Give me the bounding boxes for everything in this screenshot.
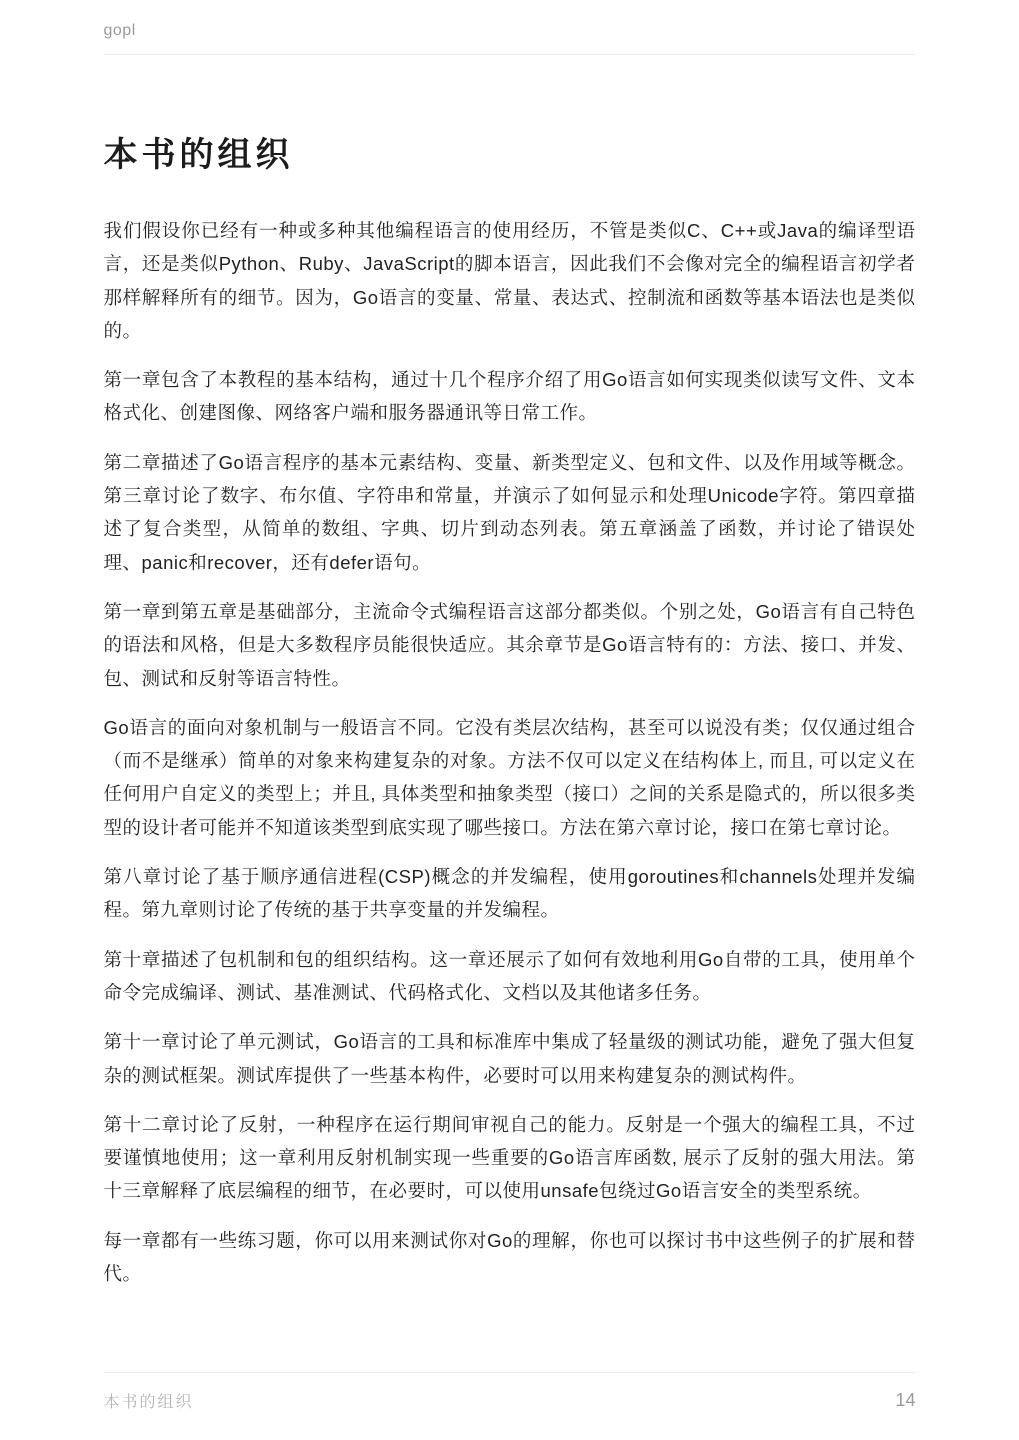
paragraph: 第一章到第五章是基础部分，主流命令式编程语言这部分都类似。个别之处，Go语言有自己特色的语法和风格，但是大多数程序员能很快适应。其余章节是Go语言特有的：方法、接口、并发、包、测试和反射等语言特性。: [103, 600, 916, 689]
site-name: gopl: [103, 22, 136, 39]
paragraph: 第一章包含了本教程的基本结构，通过十几个程序介绍了用Go语言如何实现类似读写文件、文本格式化、创建图像、网络客户端和服务器通讯等日常工作。: [103, 369, 916, 424]
paragraph: Go语言的面向对象机制与一般语言不同。它没有类层次结构，甚至可以说没有类；仅仅通过组合（而不是继承）简单的对象来构建复杂的对象。方法不仅可以定义在结构体上, 而且, 可以定义在任何用户自定义的类型上；并且, 具体类型和抽象类型（接口）之间的关系是隐式的，所以很多类型的设计者可能并不知道该类型到底实现了哪些接口。方法在第六章讨论，接口在第七章讨论。: [103, 716, 916, 838]
paragraph: 第十一章讨论了单元测试，Go语言的工具和标准库中集成了轻量级的测试功能，避免了强大但复杂的测试框架。测试库提供了一些基本构件，必要时可以用来构建复杂的测试构件。: [103, 1031, 916, 1086]
paragraph: 第十二章讨论了反射，一种程序在运行期间审视自己的能力。反射是一个强大的编程工具，不过要谨慎地使用；这一章利用反射机制实现一些重要的Go语言库函数, 展示了反射的强大用法。第十三章解释了底层编程的细节，在必要时，可以使用unsafe包绕过Go语言安全的类型系统。: [103, 1113, 916, 1202]
site-footer: [104, 1372, 916, 1440]
page-title: 本书的组织: [103, 136, 294, 174]
paragraph: 第十章描述了包机制和包的组织结构。这一章还展示了如何有效地利用Go自带的工具，使用单个命令完成编译、测试、基准测试、代码格式化、文档以及其他诸多任务。: [103, 948, 916, 1003]
content-column: [104, 0, 916, 1440]
article: [104, 55, 916, 1372]
footer-section-title: 本书的组织: [103, 1394, 194, 1411]
site-header: [104, 0, 916, 55]
paragraph: 每一章都有一些练习题，你可以用来测试你对Go的理解，你也可以探讨书中这些例子的扩展和替代。: [103, 1229, 916, 1285]
paragraph: 我们假设你已经有一种或多种其他编程语言的使用经历，不管是类似C、C++或Java的编译型语言，还是类似Python、Ruby、JavaScript的脚本语言，因此我们不会像对完全的编程语言初学者那样解释所有的细节。因为，Go语言的变量、常量、表达式、控制流和函数等基本语法也是类似的。: [103, 220, 916, 341]
paragraph: 第二章描述了Go语言程序的基本元素结构、变量、新类型定义、包和文件、以及作用域等概念。第三章讨论了数字、布尔值、字符串和常量，并演示了如何显示和处理Unicode字符。第四章描述了复合类型，从简单的数组、字典、切片到动态列表。第五章涵盖了函数，并讨论了错误处理、panic和recover，还有defer语句。: [103, 451, 916, 573]
footer-page-number: 14: [895, 1390, 916, 1410]
paragraph: 第八章讨论了基于顺序通信进程(CSP)概念的并发编程，使用goroutines和channels处理并发编程。第九章则讨论了传统的基于共享变量的并发编程。: [103, 866, 916, 921]
